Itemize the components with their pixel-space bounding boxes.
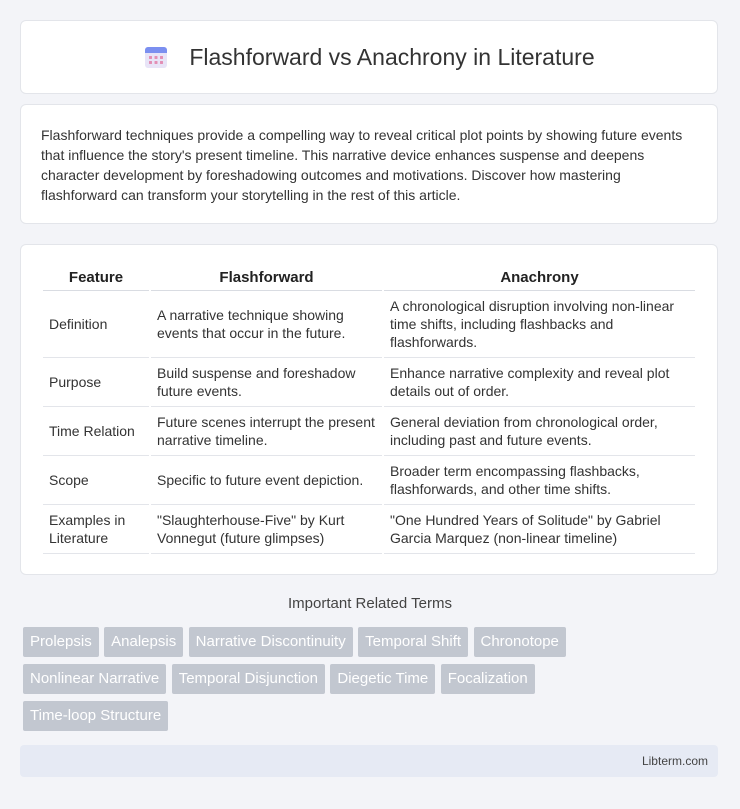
table-cell: Broader term encompassing flashbacks, flashforwards, and other time shifts. <box>384 456 695 505</box>
table-cell: Examples in Literature <box>43 505 149 554</box>
table-cell: Build suspense and foreshadow future events. <box>151 358 382 407</box>
page-title: Flashforward vs Anachrony in Literature <box>189 43 595 70</box>
table-cell: "Slaughterhouse-Five" by Kurt Vonnegut (future glimpses) <box>151 505 382 554</box>
footer-site-link[interactable]: Libterm.com <box>641 754 708 768</box>
table-cell: A narrative technique showing events that occur in the future. <box>151 291 382 358</box>
table-row <box>43 505 695 554</box>
table-cell: A chronological disruption involving non-linear time shifts, including flashbacks and flashforwards. <box>384 291 695 358</box>
term-tag[interactable]: Narrative Discontinuity <box>189 627 353 657</box>
intro-card <box>20 104 718 224</box>
related-terms-list <box>23 627 623 738</box>
column-header-anachrony: Anachrony <box>384 263 695 291</box>
term-tag[interactable]: Nonlinear Narrative <box>23 664 166 694</box>
title-card <box>20 20 718 94</box>
table-cell: Scope <box>43 456 149 505</box>
term-tag[interactable]: Chronotope <box>474 627 566 657</box>
calendar-icon <box>143 44 169 70</box>
table-cell: Enhance narrative complexity and reveal plot details out of order. <box>384 358 695 407</box>
comparison-table <box>41 263 697 554</box>
term-tag[interactable]: Analepsis <box>104 627 183 657</box>
term-tag[interactable]: Temporal Shift <box>358 627 468 657</box>
table-cell: Time Relation <box>43 407 149 456</box>
table-row <box>43 407 695 456</box>
table-row <box>43 291 695 358</box>
table-row <box>43 456 695 505</box>
term-tag[interactable]: Time-loop Structure <box>23 701 168 731</box>
term-tag[interactable]: Temporal Disjunction <box>172 664 325 694</box>
table-cell: Future scenes interrupt the present narrative timeline. <box>151 407 382 456</box>
table-cell: Definition <box>43 291 149 358</box>
table-header-row <box>43 263 695 291</box>
table-cell: Specific to future event depiction. <box>151 456 382 505</box>
column-header-flashforward: Flashforward <box>151 263 382 291</box>
term-tag[interactable]: Diegetic Time <box>330 664 435 694</box>
table-row <box>43 358 695 407</box>
table-cell: "One Hundred Years of Solitude" by Gabriel Garcia Marquez (non-linear timeline) <box>384 505 695 554</box>
intro-text: Flashforward techniques provide a compelling way to reveal critical plot points by showing future events that influence the story's present timeline. This narrative device enhances suspense and deepens character development by foreshadowing outcomes and motivations. Discover how mastering flashforward can transform your storytelling in the rest of this article. <box>41 127 683 203</box>
column-header-feature: Feature <box>43 263 149 291</box>
related-terms-heading: Important Related Terms <box>288 595 452 612</box>
term-tag[interactable]: Focalization <box>441 664 535 694</box>
comparison-table-card <box>20 244 718 575</box>
table-cell: General deviation from chronological order, including past and future events. <box>384 407 695 456</box>
table-cell: Purpose <box>43 358 149 407</box>
footer <box>20 745 718 777</box>
term-tag[interactable]: Prolepsis <box>23 627 99 657</box>
